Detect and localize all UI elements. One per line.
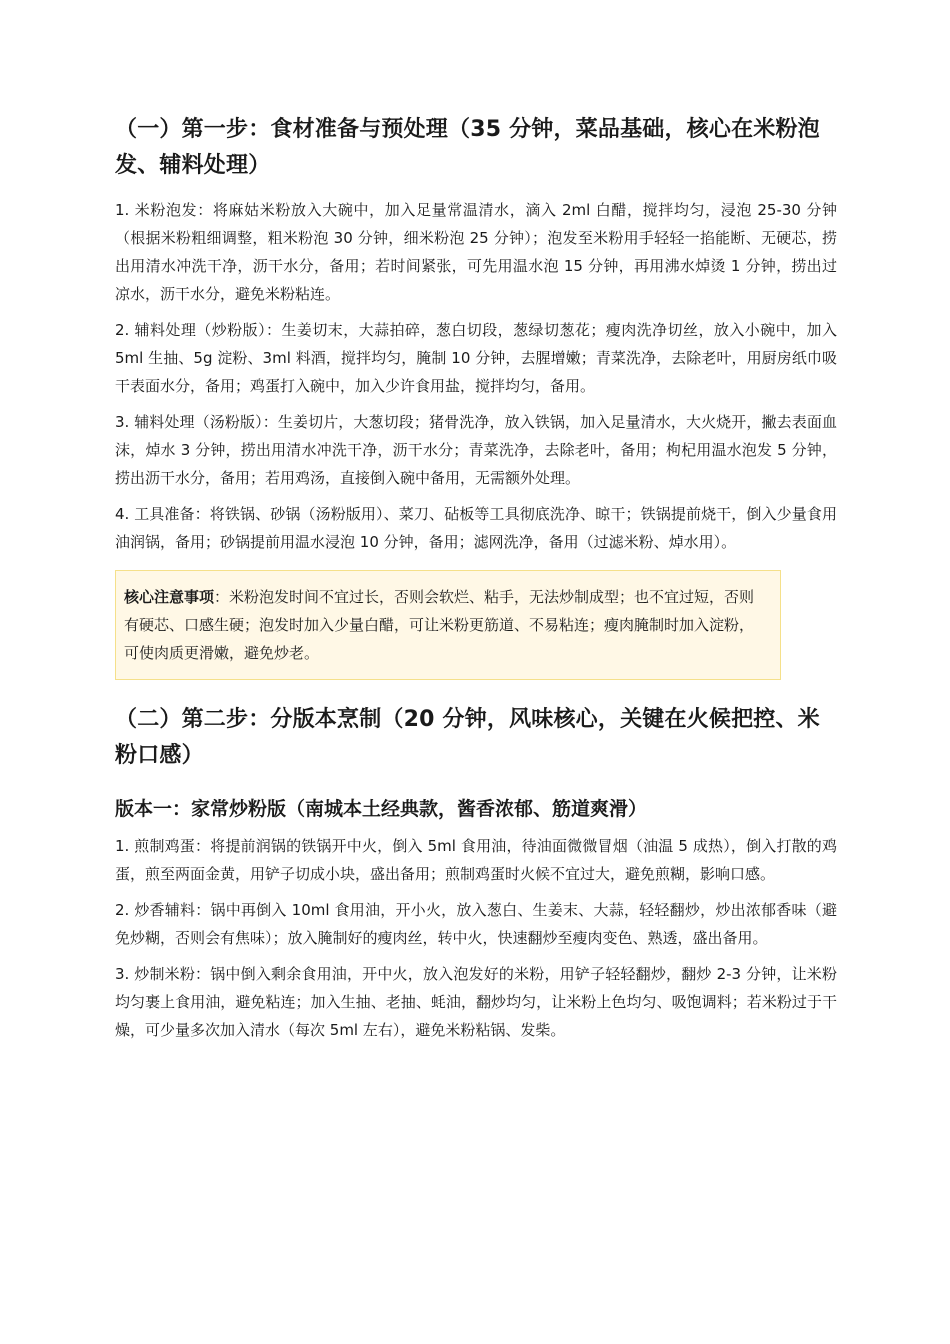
section1-step-2: 2. 辅料处理（炒粉版）：生姜切末，大蒜拍碎，葱白切段，葱绿切葱花；瘦肉洗净切丝，放入小碗中，加入 5ml 生抽、5g 淀粉、3ml 料酒，搅拌均匀，腌制 10 分钟，去腥增嫩；青菜洗净，去除老叶，用厨房纸巾吸干表面水分，备用；鸡蛋打入碗中，加入少许食用盐，搅拌均匀，备用。 <box>115 321 837 395</box>
section1-step-4: 4. 工具准备：将铁锅、砂锅（汤粉版用）、菜刀、砧板等工具彻底洗净、晾干；铁锅提前烧干，倒入少量食用油润锅，备用；砂锅提前用温水浸泡 10 分钟，备用；滤网洗净，备用（过滤米粉、焯水用）。 <box>115 505 837 551</box>
version1-heading: 版本一：家常炒粉版（南城本土经典款，酱香浓郁、筋道爽滑） <box>115 798 648 820</box>
document-page <box>115 112 837 1052</box>
section1-step-3: 3. 辅料处理（汤粉版）：生姜切片，大葱切段；猪骨洗净，放入铁锅，加入足量清水，大火烧开，撇去表面血沫，焯水 3 分钟，捞出用清水冲洗干净，沥干水分；青菜洗净，去除老叶，备用；枸杞用温水泡发 5 分钟，捞出沥干水分，备用；若用鸡汤，直接倒入碗中备用，无需额外处理。 <box>115 413 837 487</box>
core-notes-label: 核心注意事项 <box>124 588 215 606</box>
section1-step-1: 1. 米粉泡发：将麻姑米粉放入大碗中，加入足量常温清水，滴入 2ml 白醋，搅拌均匀，浸泡 25-30 分钟（根据米粉粗细调整，粗米粉泡 30 分钟，细米粉泡 25 分钟）；泡发至米粉用手轻轻一掐能断、无硬芯，捞出用清水冲洗干净，沥干水分，备用；若时间紧张，可先用温水泡 15 分钟，再用沸水焯烫 1 分钟，捞出过凉水，沥干水分，避免米粉粘连。 <box>115 201 837 303</box>
core-notes-callout <box>115 570 781 680</box>
section2-step-1: 1. 煎制鸡蛋：将提前润锅的铁锅开中火，倒入 5ml 食用油，待油面微微冒烟（油温 5 成热），倒入打散的鸡蛋，煎至两面金黄，用铲子切成小块，盛出备用；煎制鸡蛋时火候不宜过大，避免煎糊，影响口感。 <box>115 837 837 883</box>
core-notes-text: ：米粉泡发时间不宜过长，否则会软烂、粘手，无法炒制成型；也不宜过短，否则有硬芯、口感生硬；泡发时加入少量白醋，可让米粉更筋道、不易粘连；瘦肉腌制时加入淀粉，可使肉质更滑嫩，避免炒老。 <box>124 588 755 662</box>
section2-heading: （二）第二步：分版本烹制（20 分钟，风味核心，关键在火候把控、米粉口感） <box>115 707 820 768</box>
section1-heading: （一）第一步：食材准备与预处理（35 分钟，菜品基础，核心在米粉泡发、辅料处理） <box>115 117 820 178</box>
section2-step-3: 3. 炒制米粉：锅中倒入剩余食用油，开中火，放入泡发好的米粉，用铲子轻轻翻炒，翻炒 2-3 分钟，让米粉均匀裹上食用油，避免粘连；加入生抽、老抽、蚝油，翻炒均匀，让米粉上色均匀、吸饱调料；若米粉过于干燥，可少量多次加入清水（每次 5ml 左右），避免米粉粘锅、发柴。 <box>115 965 837 1039</box>
section2-step-2: 2. 炒香辅料：锅中再倒入 10ml 食用油，开小火，放入葱白、生姜末、大蒜，轻轻翻炒，炒出浓郁香味（避免炒糊，否则会有焦味）；放入腌制好的瘦肉丝，转中火，快速翻炒至瘦肉变色、熟透，盛出备用。 <box>115 901 837 947</box>
